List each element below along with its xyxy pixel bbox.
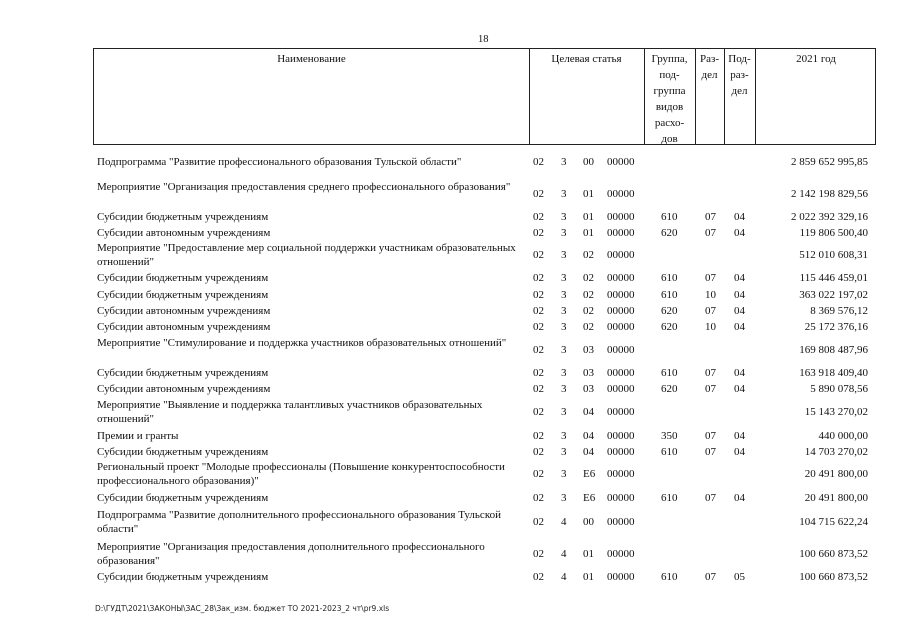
file-path-footer: D:\ГУДТ\2021\ЗАКОНЫ\ЗАС_28\Зак_изм. бюджет ТО 2021-2023_2 чт\pr9.xls xyxy=(95,604,390,613)
code-subprogram: 3 xyxy=(561,367,567,379)
amount-2021: 20 491 800,00 xyxy=(804,468,868,480)
section-code: 10 xyxy=(705,321,716,333)
row-name: Субсидии бюджетным учреждениям xyxy=(97,272,269,284)
amount-2021: 25 172 376,16 xyxy=(804,321,868,333)
amount-2021: 5 890 078,56 xyxy=(810,383,868,395)
code-direction: 00000 xyxy=(607,188,635,200)
code-subprogram: 3 xyxy=(561,211,567,223)
amount-2021: 163 918 409,40 xyxy=(799,367,868,379)
section-code: 07 xyxy=(705,272,716,284)
expense-group: 620 xyxy=(661,383,678,395)
code-subprogram: 3 xyxy=(561,188,567,200)
amount-2021: 119 806 500,40 xyxy=(799,227,868,239)
code-subprogram: 3 xyxy=(561,156,567,168)
subsection-code: 04 xyxy=(734,492,745,504)
table-row xyxy=(0,429,905,443)
amount-2021: 100 660 873,52 xyxy=(799,548,868,560)
code-subprogram: 3 xyxy=(561,383,567,395)
code-activity: 04 xyxy=(583,406,594,418)
code-program: 02 xyxy=(533,548,544,560)
row-name: Мероприятие "Предоставление мер социальной поддержки участникам образовательных отношений" xyxy=(97,242,516,268)
row-name: Мероприятие "Организация предоставления среднего профессионального образования" xyxy=(97,181,511,193)
code-subprogram: 4 xyxy=(561,548,567,560)
code-subprogram: 3 xyxy=(561,227,567,239)
code-direction: 00000 xyxy=(607,468,635,480)
code-direction: 00000 xyxy=(607,305,635,317)
table-row xyxy=(0,288,905,302)
code-activity: 04 xyxy=(583,446,594,458)
subsection-code: 05 xyxy=(734,571,745,583)
code-direction: 00000 xyxy=(607,211,635,223)
amount-2021: 169 808 487,96 xyxy=(799,344,868,356)
table-row xyxy=(0,320,905,334)
header-year-2021: 2021 год xyxy=(796,53,836,65)
subsection-code: 04 xyxy=(734,446,745,458)
code-direction: 00000 xyxy=(607,446,635,458)
table-row xyxy=(0,366,905,380)
amount-2021: 20 491 800,00 xyxy=(804,492,868,504)
code-subprogram: 3 xyxy=(561,321,567,333)
code-direction: 00000 xyxy=(607,383,635,395)
code-program: 02 xyxy=(533,468,544,480)
section-code: 07 xyxy=(705,383,716,395)
amount-2021: 363 022 197,02 xyxy=(799,289,868,301)
code-activity: E6 xyxy=(583,468,596,480)
subsection-code: 04 xyxy=(734,305,745,317)
row-name: Субсидии автономным учреждениям xyxy=(97,305,271,317)
amount-2021: 2 859 652 995,85 xyxy=(791,156,868,168)
code-program: 02 xyxy=(533,156,544,168)
subsection-code: 04 xyxy=(734,321,745,333)
code-subprogram: 4 xyxy=(561,516,567,528)
table-header xyxy=(93,48,876,145)
code-subprogram: 3 xyxy=(561,492,567,504)
table-row xyxy=(0,445,905,459)
amount-2021: 512 010 608,31 xyxy=(799,249,868,261)
row-name: Подпрограмма "Развитие дополнительного профессионального образования Тульской области" xyxy=(97,509,501,535)
code-direction: 00000 xyxy=(607,430,635,442)
row-name: Мероприятие "Организация предоставления дополнительного профессионального образования" xyxy=(97,541,485,567)
amount-2021: 8 369 576,12 xyxy=(810,305,868,317)
amount-2021: 14 703 270,02 xyxy=(804,446,868,458)
row-name: Субсидии автономным учреждениям xyxy=(97,383,271,395)
code-direction: 00000 xyxy=(607,156,635,168)
code-activity: 01 xyxy=(583,227,594,239)
section-code: 07 xyxy=(705,227,716,239)
amount-2021: 2 022 392 329,16 xyxy=(791,211,868,223)
amount-2021: 15 143 270,02 xyxy=(804,406,868,418)
code-activity: 00 xyxy=(583,516,594,528)
code-program: 02 xyxy=(533,516,544,528)
code-program: 02 xyxy=(533,227,544,239)
row-name: Субсидии бюджетным учреждениям xyxy=(97,211,269,223)
row-name: Субсидии бюджетным учреждениям xyxy=(97,289,269,301)
expense-group: 350 xyxy=(661,430,678,442)
expense-group: 620 xyxy=(661,321,678,333)
section-code: 07 xyxy=(705,492,716,504)
row-name: Субсидии бюджетным учреждениям xyxy=(97,367,269,379)
code-direction: 00000 xyxy=(607,406,635,418)
code-direction: 00000 xyxy=(607,249,635,261)
subsection-code: 04 xyxy=(734,367,745,379)
section-code: 10 xyxy=(705,289,716,301)
code-subprogram: 3 xyxy=(561,272,567,284)
expense-group: 610 xyxy=(661,367,678,379)
expense-group: 610 xyxy=(661,289,678,301)
subsection-code: 04 xyxy=(734,211,745,223)
row-name: Субсидии автономным учреждениям xyxy=(97,321,271,333)
table-row xyxy=(0,540,905,568)
code-subprogram: 3 xyxy=(561,344,567,356)
code-activity: 00 xyxy=(583,156,594,168)
amount-2021: 115 446 459,01 xyxy=(799,272,868,284)
table-row xyxy=(0,570,905,584)
code-subprogram: 3 xyxy=(561,289,567,301)
section-code: 07 xyxy=(705,367,716,379)
amount-2021: 2 142 198 829,56 xyxy=(791,188,868,200)
row-name: Субсидии бюджетным учреждениям xyxy=(97,446,269,458)
code-activity: 01 xyxy=(583,548,594,560)
amount-2021: 440 000,00 xyxy=(818,430,868,442)
expense-group: 610 xyxy=(661,571,678,583)
code-activity: 04 xyxy=(583,430,594,442)
row-name: Субсидии автономным учреждениям xyxy=(97,227,271,239)
table-row xyxy=(0,241,905,269)
code-activity: 02 xyxy=(583,305,594,317)
table-row xyxy=(0,304,905,318)
code-subprogram: 3 xyxy=(561,446,567,458)
header-expense-group: Группа, под- группа видов расхо- дов xyxy=(651,53,688,145)
code-direction: 00000 xyxy=(607,289,635,301)
expense-group: 620 xyxy=(661,305,678,317)
section-code: 07 xyxy=(705,305,716,317)
code-activity: 01 xyxy=(583,211,594,223)
subsection-code: 04 xyxy=(734,289,745,301)
section-code: 07 xyxy=(705,571,716,583)
code-program: 02 xyxy=(533,188,544,200)
expense-group: 610 xyxy=(661,446,678,458)
expense-group: 610 xyxy=(661,211,678,223)
code-activity: 02 xyxy=(583,249,594,261)
code-direction: 00000 xyxy=(607,321,635,333)
amount-2021: 100 660 873,52 xyxy=(799,571,868,583)
code-direction: 00000 xyxy=(607,367,635,379)
header-name: Наименование xyxy=(277,53,346,65)
code-program: 02 xyxy=(533,430,544,442)
code-program: 02 xyxy=(533,571,544,583)
row-name: Подпрограмма "Развитие профессионального образования Тульской области" xyxy=(97,156,462,168)
code-program: 02 xyxy=(533,249,544,261)
expense-group: 610 xyxy=(661,492,678,504)
code-subprogram: 3 xyxy=(561,468,567,480)
section-code: 07 xyxy=(705,430,716,442)
code-activity: 03 xyxy=(583,367,594,379)
code-subprogram: 3 xyxy=(561,430,567,442)
code-activity: 01 xyxy=(583,571,594,583)
code-activity: E6 xyxy=(583,492,596,504)
page-number: 18 xyxy=(478,34,489,45)
table-row xyxy=(0,180,905,208)
table-row xyxy=(0,398,905,426)
code-subprogram: 3 xyxy=(561,305,567,317)
amount-2021: 104 715 622,24 xyxy=(799,516,868,528)
table-row xyxy=(0,226,905,240)
header-section: Раз- дел xyxy=(699,53,719,81)
subsection-code: 04 xyxy=(734,227,745,239)
section-code: 07 xyxy=(705,446,716,458)
code-activity: 01 xyxy=(583,188,594,200)
row-name: Премии и гранты xyxy=(97,430,179,442)
code-program: 02 xyxy=(533,406,544,418)
code-program: 02 xyxy=(533,446,544,458)
code-activity: 03 xyxy=(583,344,594,356)
row-name: Мероприятие "Выявление и поддержка талантливых участников образовательных отношений" xyxy=(97,399,483,425)
table-row xyxy=(0,271,905,285)
subsection-code: 04 xyxy=(734,430,745,442)
code-program: 02 xyxy=(533,289,544,301)
code-activity: 02 xyxy=(583,289,594,301)
code-direction: 00000 xyxy=(607,516,635,528)
code-program: 02 xyxy=(533,367,544,379)
code-direction: 00000 xyxy=(607,227,635,239)
subsection-code: 04 xyxy=(734,383,745,395)
row-name: Субсидии бюджетным учреждениям xyxy=(97,571,269,583)
header-subsection: Под- раз- дел xyxy=(728,53,751,97)
table-row xyxy=(0,508,905,536)
code-program: 02 xyxy=(533,492,544,504)
code-direction: 00000 xyxy=(607,272,635,284)
code-direction: 00000 xyxy=(607,548,635,560)
code-program: 02 xyxy=(533,272,544,284)
table-row xyxy=(0,210,905,224)
row-name: Региональный проект "Молодые профессионалы (Повышение конкурентоспособности профессионального образования)" xyxy=(97,461,505,487)
row-name: Субсидии бюджетным учреждениям xyxy=(97,492,269,504)
code-program: 02 xyxy=(533,321,544,333)
code-activity: 02 xyxy=(583,321,594,333)
expense-group: 610 xyxy=(661,272,678,284)
table-row xyxy=(0,491,905,505)
expense-group: 620 xyxy=(661,227,678,239)
code-subprogram: 3 xyxy=(561,249,567,261)
table-row xyxy=(0,382,905,396)
code-subprogram: 3 xyxy=(561,406,567,418)
code-activity: 02 xyxy=(583,272,594,284)
code-program: 02 xyxy=(533,383,544,395)
code-activity: 03 xyxy=(583,383,594,395)
subsection-code: 04 xyxy=(734,272,745,284)
table-row xyxy=(0,460,905,488)
section-code: 07 xyxy=(705,211,716,223)
row-name: Мероприятие "Стимулирование и поддержка участников образовательных отношений" xyxy=(97,337,507,349)
code-program: 02 xyxy=(533,211,544,223)
code-subprogram: 4 xyxy=(561,571,567,583)
code-program: 02 xyxy=(533,344,544,356)
header-target-article: Целевая статья xyxy=(551,53,622,65)
table-row xyxy=(0,336,905,364)
table-row xyxy=(0,155,905,169)
code-direction: 00000 xyxy=(607,344,635,356)
code-direction: 00000 xyxy=(607,571,635,583)
code-program: 02 xyxy=(533,305,544,317)
code-direction: 00000 xyxy=(607,492,635,504)
